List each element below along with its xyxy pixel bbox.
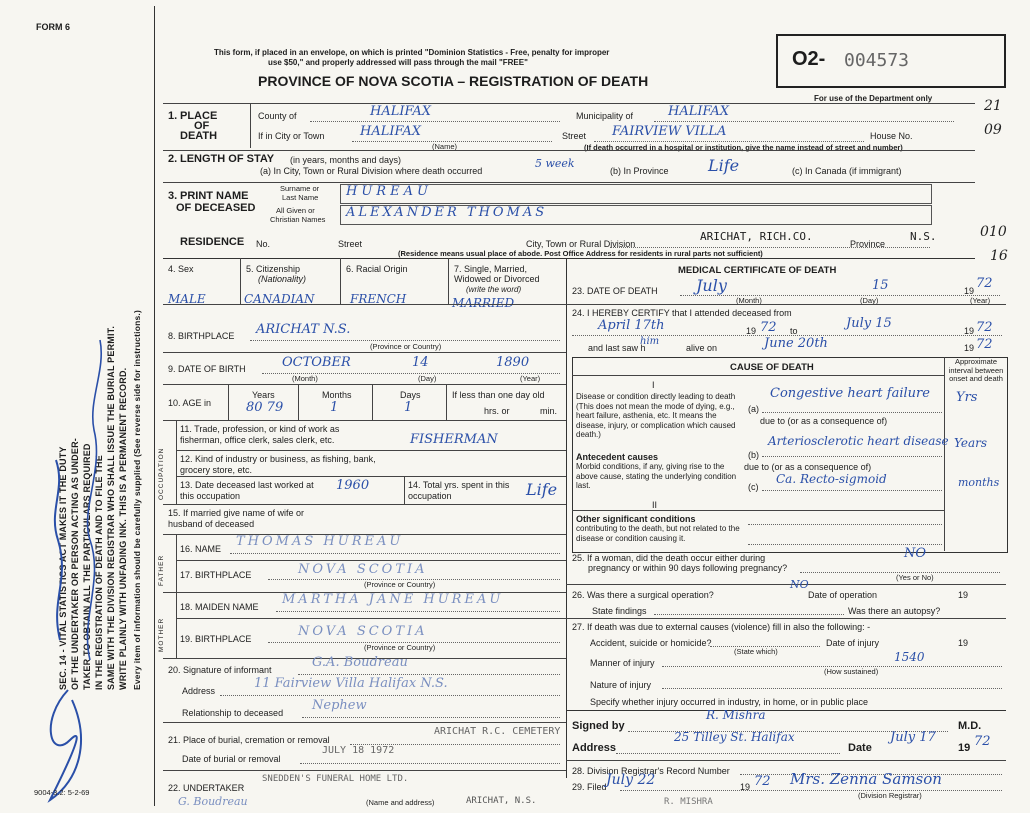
rule [310, 121, 560, 122]
sex-value: MALE [168, 292, 206, 306]
residence-label: RESIDENCE [180, 236, 245, 248]
father-name-label: 16. NAME [180, 544, 222, 554]
rule [176, 534, 177, 658]
due-to-label: due to (or as a consequence of) [760, 416, 888, 426]
registrar-signature: Mrs. Zenna Samson [790, 770, 942, 788]
cause-c-interval: months [958, 476, 1000, 489]
autopsy-label: Was there an autopsy? [848, 606, 941, 616]
municipality-value: HALIFAX [668, 104, 730, 119]
act-line: SEC. 14 - VITAL STATISTICS ACT MAKES IT THE DUTY [58, 446, 68, 690]
mother-name-value: MARTHA JANE HUREAU [282, 592, 504, 607]
days-value: 1 [404, 400, 413, 415]
sex-label: 4. Sex [168, 264, 194, 274]
rule [163, 304, 566, 305]
rule [566, 304, 1006, 305]
pregnancy-label-2: pregnancy or within 90 days following pregnancy? [588, 563, 788, 573]
rule [176, 420, 177, 504]
alive-year: 72 [976, 337, 993, 352]
rule [163, 770, 566, 771]
rule [298, 674, 560, 675]
operation-year-prefix: 19 [958, 590, 969, 600]
rule [176, 560, 566, 561]
rule [340, 258, 341, 304]
physician-address: 25 Tilley St. Halifax [674, 730, 795, 744]
physician-address-label: Address [572, 742, 617, 754]
cause-a-value: Congestive heart failure [770, 386, 930, 401]
rule [240, 258, 241, 304]
physician-name-stamp: R. MISHRA [664, 797, 713, 807]
years-value: 80 79 [246, 400, 284, 415]
mother-section-label: MOTHER [158, 617, 165, 652]
filed-year: 72 [754, 774, 771, 789]
occupation-section-label: OCCUPATION [158, 447, 165, 500]
occupation-13-label: 13. Date deceased last worked at this occupation [180, 480, 314, 501]
undertaker-signature: G. Boudreau [178, 795, 248, 808]
mother-birthplace-label: 19. BIRTHPLACE [180, 634, 252, 644]
roman-2: II [652, 500, 658, 510]
county-label: County of [258, 111, 297, 121]
rule [748, 524, 942, 525]
stay-c-label: (c) In Canada (if immigrant) [792, 166, 902, 176]
rule [228, 384, 229, 420]
rule [762, 490, 942, 491]
racial-value: FRENCH [350, 292, 407, 306]
cert-date: July 17 [890, 730, 936, 745]
burial-date-label: Date of burial or removal [182, 754, 281, 764]
months-value: 1 [330, 400, 339, 415]
certify-label: 24. I HEREBY CERTIFY that I attended deceased from [572, 308, 792, 318]
given-label-2: Christian Names [270, 215, 326, 224]
injury-date-label: Date of injury [826, 638, 880, 648]
external-cause-label: 27. If death was due to external causes (violence) fill in also the following: - [572, 622, 871, 632]
rule [662, 688, 1002, 689]
how-sustained-caption: (How sustained) [824, 667, 879, 676]
occupation-13-value: 1960 [336, 478, 370, 493]
racial-label: 6. Racial Origin [346, 264, 408, 274]
registrar-caption: (Division Registrar) [858, 791, 922, 800]
findings-label: State findings [592, 606, 647, 616]
record-number-label: 28. Division Registrar's Record Number [572, 766, 730, 776]
date-of-death-label: 23. DATE OF DEATH [572, 286, 658, 296]
occupation-14-label: 14. Total yrs. spent in this occupation [408, 480, 510, 501]
filed-date: July 22 [606, 772, 656, 788]
rule [566, 710, 1006, 711]
residence-note: (Residence means usual place of abode. Post Office Address for residents in rural parts not sufficient) [398, 249, 763, 258]
stay-label: LENGTH OF STAY [180, 153, 275, 165]
rule [572, 510, 944, 511]
cause-b-value: Arteriosclerotic heart disease [768, 434, 949, 448]
stay-b-value: Life [708, 156, 740, 175]
rule [404, 476, 405, 504]
alive-date: June 20th [764, 336, 828, 351]
last-saw-value: him [640, 336, 660, 347]
dept-code: 21 [984, 98, 1002, 114]
other-conditions-label: Other significant conditions [576, 514, 696, 524]
death-year-prefix: 19 [964, 286, 975, 296]
stay-b-label: (b) In Province [610, 166, 669, 176]
stay-a-label: (a) In City, Town or Rural Division where death occurred [260, 166, 483, 176]
antecedent-note: Morbid conditions, if any, giving rise to the above cause, stating the underlying condition last. [576, 462, 737, 490]
dob-year-caption: (Year) [520, 374, 541, 383]
citizenship-value: CANADIAN [244, 292, 315, 306]
attended-from: April 17th [598, 318, 665, 333]
rule [748, 544, 942, 545]
occupation-11-label: 11. Trade, profession, or kind of work as fisherman, office clerk, sales clerk, etc. [180, 424, 340, 445]
rule [220, 695, 560, 696]
reg-prefix: O2- [792, 48, 826, 70]
father-birthplace-label: 17. BIRTHPLACE [180, 570, 252, 580]
rule [610, 247, 930, 248]
father-name-value: THOMAS HUREAU [236, 534, 404, 549]
given-label: All Given or [276, 206, 315, 215]
rule [572, 375, 944, 376]
to-label: to [790, 326, 798, 336]
stamp-number: 1540 [894, 650, 925, 664]
undertaker-label: 22. UNDERTAKER [168, 783, 245, 793]
rule [566, 584, 1006, 585]
mail-notice-line-2: use $50," and properly addressed will pass through the mail "FREE" [268, 58, 528, 67]
surgery-value: NO [790, 578, 809, 591]
act-line: Every item of information should be carefully supplied (See reverse side for instructions.) [132, 309, 142, 690]
dob-label: 9. DATE OF BIRTH [168, 364, 246, 374]
manner-label: Manner of injury [590, 658, 655, 668]
citizenship-label: 5. Citizenship [246, 264, 301, 274]
cause-b-interval: Years [954, 436, 988, 450]
marital-note: (write the word) [466, 285, 522, 294]
accident-label: Accident, suicide or homicide? [590, 638, 712, 648]
mail-notice-line-1: This form, if placed in an envelope, on which is printed "Dominion Statistics - Free, penalty for improper [214, 48, 610, 57]
birthplace-label: 8. BIRTHPLACE [168, 331, 235, 341]
informant-value: G.A. Boudreau [312, 655, 408, 670]
dept-code: 010 [980, 224, 1007, 240]
rule [176, 450, 566, 451]
rule [594, 141, 864, 142]
name-label: OF DECEASED [176, 202, 256, 214]
rule [372, 384, 373, 420]
rule [298, 384, 299, 420]
marital-value: MARRIED [452, 296, 515, 310]
undertaker-value: SNEDDEN'S FUNERAL HOME LTD. [262, 774, 409, 784]
rule [302, 717, 560, 718]
rule [163, 504, 566, 505]
act-line: OF THE UNDERTAKER OR PERSON ACTING AS UNDER- [70, 438, 80, 690]
burial-date: JULY 18 1972 [322, 745, 395, 756]
mother-prov-caption: (Province or Country) [364, 643, 436, 652]
physician-signature: R. Mishra [706, 708, 766, 722]
stay-a-value: 5 week [535, 157, 575, 170]
county-value: HALIFAX [370, 104, 432, 119]
surname-label-2: Last Name [282, 193, 319, 202]
industry-label: Specify whether injury occurred in industry, in home, or in public place [590, 697, 868, 707]
father-section-label: FATHER [158, 554, 165, 586]
act-line: IN THE REGISTRATION OF DEATH AND TO FILE THE [94, 455, 104, 690]
place-label: OF [194, 120, 210, 132]
age-label: 10. AGE in [168, 398, 212, 408]
dob-month: OCTOBER [282, 355, 351, 370]
rule [163, 722, 566, 723]
alive-on-label: alive on [686, 343, 718, 353]
other-conditions-note: contributing to the death, but not related to the disease or condition causing it. [576, 524, 740, 543]
dob-month-caption: (Month) [292, 374, 318, 383]
yes-no-caption: (Yes or No) [896, 573, 934, 582]
city-label: If in City or Town [258, 131, 325, 141]
city-value: HALIFAX [360, 124, 422, 139]
rule [566, 258, 567, 778]
left-margin-rule [154, 6, 155, 806]
rule [176, 618, 566, 619]
spouse-label: 15. If married give name of wife or husband of deceased [168, 508, 305, 529]
hospital-note: (If death occurred in a hospital or institution, give the name instead of street and number) [584, 143, 903, 152]
alive-year-prefix: 19 [964, 343, 975, 353]
medical-title: MEDICAL CERTIFICATE OF DEATH [678, 265, 837, 276]
surgery-label: 26. Was there a surgical operation? [572, 590, 714, 600]
burial-value: ARICHAT R.C. CEMETERY [434, 726, 561, 737]
cert-year: 72 [974, 734, 991, 749]
rule [163, 258, 975, 259]
rule [620, 790, 1002, 791]
name-label: PRINT NAME [180, 190, 249, 202]
state-which-caption: (State which) [734, 647, 778, 656]
occupation-14-value: Life [526, 480, 558, 499]
mother-birthplace-value: NOVA SCOTIA [298, 624, 428, 639]
rule [250, 104, 251, 148]
place-label: DEATH [180, 130, 218, 142]
cause-c-marker: (c) [748, 482, 759, 492]
stay-num: 2. [168, 153, 178, 165]
rule [250, 340, 560, 341]
place-num: 1. [168, 110, 178, 122]
nature-label: Nature of injury [590, 680, 652, 690]
last-saw-label: and last saw h [588, 343, 646, 353]
rule [163, 352, 566, 353]
pregnancy-label: 25. If a woman, did the death occur either during [572, 553, 766, 563]
rule [448, 258, 449, 304]
residence-no-label: No. [256, 239, 271, 249]
rule [276, 611, 560, 612]
injury-year-prefix: 19 [958, 638, 969, 648]
months-label: Months [322, 390, 352, 400]
form-title: PROVINCE OF NOVA SCOTIA – REGISTRATION OF DEATH [258, 73, 649, 89]
dept-use-label: For use of the Department only [814, 94, 933, 103]
rule [163, 420, 566, 421]
rule [446, 384, 447, 420]
rule [944, 357, 945, 551]
rule [654, 614, 844, 615]
min-label: min. [540, 406, 558, 416]
roman-1: I [652, 380, 655, 390]
registration-number-box [776, 34, 1006, 88]
margin-handwriting [20, 220, 150, 810]
surname-label: Surname or [280, 184, 320, 193]
dept-code: 16 [990, 248, 1008, 264]
marital-label: 7. Single, Married, Widowed or Divorced [454, 264, 540, 284]
interval-title: Approximate interval between onset and death [948, 357, 1004, 383]
burial-label: 21. Place of burial, cremation or removal [168, 735, 330, 745]
residence-province-label: Province [850, 239, 886, 249]
md-label: M.D. [958, 720, 982, 732]
cert-date-label: Date [848, 742, 872, 754]
rule [654, 121, 954, 122]
residence-street-label: Street [338, 239, 363, 249]
residence-province: N.S. [910, 230, 937, 243]
footer-code: 9004-3.2: 5-2-69 [34, 788, 90, 797]
cert-year-prefix: 19 [958, 742, 971, 754]
birthplace-caption: (Province or Country) [370, 342, 442, 351]
informant-label: 20. Signature of informant [168, 665, 272, 675]
dept-code: 09 [984, 122, 1002, 138]
given-value: ALEXANDER THOMAS [346, 205, 548, 220]
under-day-label: If less than one day old [452, 390, 545, 400]
attended-to-year-prefix: 19 [964, 326, 975, 336]
residence-city-label: City, Town or Rural Division [526, 239, 636, 249]
mother-name-label: 18. MAIDEN NAME [180, 602, 259, 612]
informant-address: 11 Fairview Villa Halifax N.S. [254, 676, 448, 691]
surname-value: HUREAU [346, 184, 432, 199]
attended-from-year-prefix: 19 [746, 326, 757, 336]
cause-a-marker: (a) [748, 404, 759, 414]
filed-year-prefix: 19 [740, 782, 751, 792]
attended-to-year: 72 [976, 320, 993, 335]
occupation-12-label: 12. Kind of industry or business, as fishing, bank, grocery store, etc. [180, 454, 376, 475]
stay-note: (in years, months and days) [290, 155, 402, 165]
filed-label: 29. Filed [572, 782, 607, 792]
death-year: 72 [976, 276, 993, 291]
residence-city: ARICHAT, RICH.CO. [700, 230, 813, 243]
act-line: WRITE PLAINLY WITH UNFADING INK. THIS IS A PERMANENT RECORD. [118, 367, 128, 690]
citizenship-note: (Nationality) [258, 274, 307, 284]
rule [230, 553, 560, 554]
rule [616, 753, 840, 754]
death-month-caption: (Month) [736, 296, 762, 305]
years-label: Years [252, 390, 275, 400]
act-line: SAME WITH THE DIVISION REGISTRAR WHO SHALL ISSUE THE BURIAL PERMIT. [106, 325, 116, 690]
cause-a-interval: Yrs [956, 390, 978, 405]
signed-by-label: Signed by [572, 720, 625, 732]
rule [300, 763, 560, 764]
undertaker-caption: (Name and address) [366, 798, 435, 807]
house-label: House No. [870, 131, 913, 141]
days-label: Days [400, 390, 421, 400]
rule [163, 150, 975, 151]
cause-c-value: Ca. Recto-sigmoid [776, 472, 887, 486]
rule [762, 412, 942, 413]
name-num: 3. [168, 190, 178, 202]
attended-from-year: 72 [760, 320, 777, 335]
place-label: PLACE [180, 110, 218, 122]
form-number: FORM 6 [36, 22, 71, 32]
pregnancy-value: NO [904, 546, 927, 561]
rule [566, 760, 1006, 761]
occupation-11-value: FISHERMAN [410, 432, 498, 447]
death-day-caption: (Day) [860, 296, 879, 305]
relationship-value: Nephew [312, 698, 367, 713]
antecedent-label: Antecedent causes [576, 452, 659, 462]
street-label: Street [562, 131, 587, 141]
operation-date-label: Date of operation [808, 590, 878, 600]
father-prov-caption: (Province or Country) [364, 580, 436, 589]
rule [680, 295, 1000, 296]
rule [176, 476, 566, 477]
cause-b-marker: (b) [748, 450, 759, 460]
death-day: 15 [872, 278, 889, 293]
name-caption: (Name) [432, 142, 458, 151]
rule [566, 618, 1006, 619]
reg-number: 004573 [844, 50, 910, 71]
dob-day-caption: (Day) [418, 374, 437, 383]
dob-year: 1890 [496, 355, 530, 370]
rule [762, 456, 942, 457]
rule [163, 384, 566, 385]
relationship-label: Relationship to deceased [182, 708, 284, 718]
attended-to: July 15 [846, 316, 892, 331]
cause-title: CAUSE OF DEATH [730, 362, 814, 373]
street-value: FAIRVIEW VILLA [612, 124, 727, 139]
undertaker-address: ARICHAT, N.S. [466, 796, 537, 806]
informant-address-label: Address [182, 686, 216, 696]
rule [163, 103, 975, 104]
direct-cause-label: Disease or condition directly leading to death (This does not mean the mode of dying, e.g., heart failure, asthenia, etc. It means the disease, injury, or complication which caused death.) [576, 392, 736, 439]
act-line: TAKER TO OBTAIN ALL THE PARTICULARS REQUIRED [82, 443, 92, 690]
father-birthplace-value: NOVA SCOTIA [298, 562, 428, 577]
hrs-label: hrs. or [484, 406, 510, 416]
due-to-label-2: due to (or as a consequence of) [744, 462, 872, 472]
rule [163, 182, 975, 183]
birthplace-value: ARICHAT N.S. [256, 322, 351, 337]
death-year-caption: (Year) [970, 296, 991, 305]
death-month: July [696, 276, 727, 295]
municipality-label: Municipality of [576, 111, 634, 121]
dob-day: 14 [412, 355, 429, 370]
